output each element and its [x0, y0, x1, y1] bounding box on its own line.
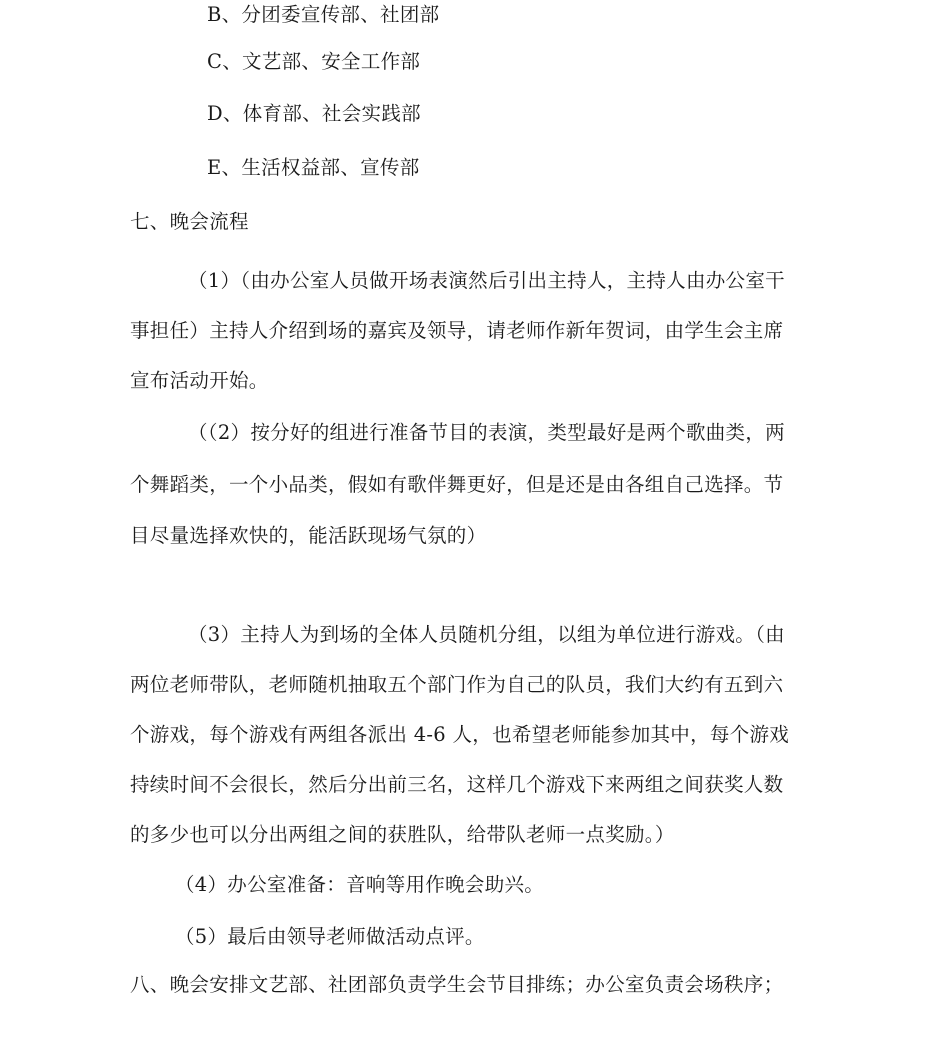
- paragraph-3-line-3: 个游戏，每个游戏有两组各派出 4-6 人，也希望老师能参加其中，每个游戏: [130, 723, 790, 746]
- paragraph-1-line-1: （1）（由办公室人员做开场表演然后引出主持人，主持人由办公室干: [188, 269, 785, 292]
- paragraph-3-line-1: （3）主持人为到场的全体人员随机分组，以组为单位进行游戏。（由: [188, 623, 785, 646]
- paragraph-2-line-3: 目尽量选择欢快的，能活跃现场气氛的）: [130, 524, 487, 547]
- item-5: （5）最后由领导老师做活动点评。: [175, 925, 485, 948]
- section-8-heading: 八、晚会安排文艺部、社团部负责学生会节目排练；办公室负责会场秩序；: [130, 973, 784, 996]
- section-7-heading: 七、晚会流程: [130, 210, 249, 233]
- paragraph-1-line-3: 宣布活动开始。: [130, 369, 269, 392]
- paragraph-2-line-2: 个舞蹈类，一个小品类，假如有歌伴舞更好，但是还是由各组自己选择。节: [130, 473, 784, 496]
- paragraph-3-line-5: 的多少也可以分出两组之间的获胜队，给带队老师一点奖励。）: [130, 823, 675, 846]
- paragraph-3-line-2: 两位老师带队，老师随机抽取五个部门作为自己的队员，我们大约有五到六: [130, 673, 784, 696]
- option-e: E、生活权益部、宣传部: [207, 156, 420, 179]
- paragraph-3-line-4: 持续时间不会很长，然后分出前三名，这样几个游戏下来两组之间获奖人数: [130, 773, 784, 796]
- item-4: （4）办公室准备：音响等用作晚会助兴。: [175, 873, 545, 896]
- paragraph-2-line-1: （（2）按分好的组进行准备节目的表演，类型最好是两个歌曲类，两: [188, 421, 785, 444]
- option-d: D、体育部、社会实践部: [207, 102, 421, 125]
- option-b: B、分团委宣传部、社团部: [207, 3, 440, 26]
- option-c: C、文艺部、安全工作部: [207, 50, 421, 73]
- paragraph-1-line-2: 事担任）主持人介绍到场的嘉宾及领导，请老师作新年贺词，由学生会主席: [130, 319, 784, 342]
